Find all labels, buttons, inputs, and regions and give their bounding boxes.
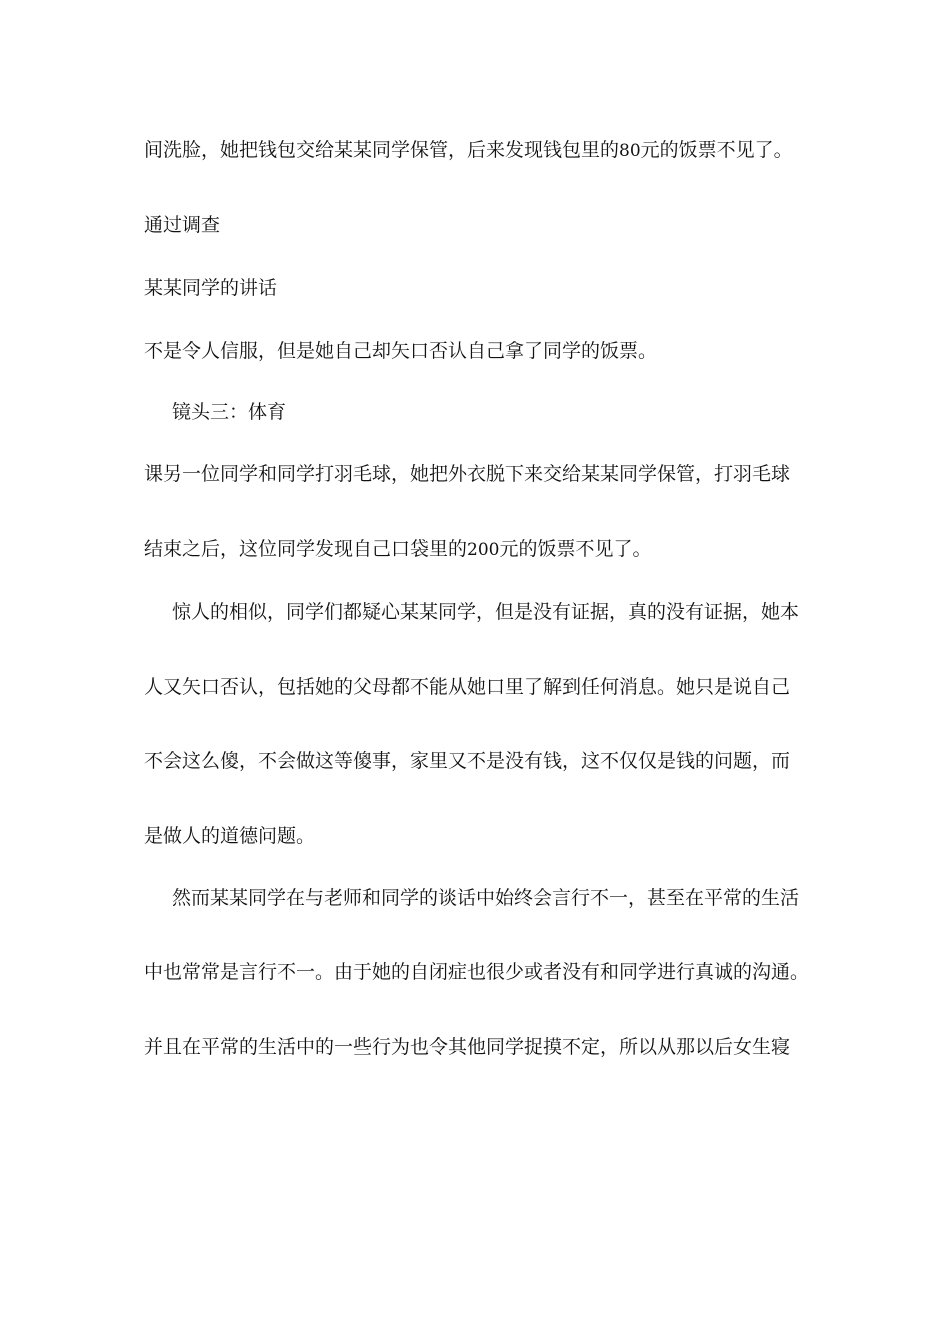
scene-heading: 镜头三：体育 [172,401,287,423]
paragraph-line-6: 课另一位同学和同学打羽毛球，她把外衣脱下来交给某某同学保管，打羽毛球 [144,463,791,485]
paragraph-line-1 [144,137,844,164]
line-1-amount: 80 [619,141,641,161]
paragraph-line-3: 某某同学的讲话 [144,277,278,299]
line-1-text-a: 间洗脸，她把钱包交给某某同学保管，后来发现钱包里的 [144,139,620,161]
paragraph-line-7 [144,536,844,563]
line-7-text-b: 元的饭票不见了。 [499,538,652,560]
line-1-text-b: 元的饭票不见了。 [640,139,793,161]
paragraph-line-14: 并且在平常的生活中的一些行为也令其他同学捉摸不定，所以从那以后女生寝 [144,1036,791,1058]
line-7-amount: 200 [467,540,500,560]
paragraph-line-11: 是做人的道德问题。 [144,825,316,847]
line-7-text-a: 结束之后，这位同学发现自己口袋里的 [144,538,468,560]
paragraph-line-13: 中也常常是言行不一。由于她的自闭症也很少或者没有和同学进行真诚的沟通。 [144,961,810,983]
paragraph-line-12: 然而某某同学在与老师和同学的谈话中始终会言行不一，甚至在平常的生活 [172,887,800,909]
paragraph-line-2: 通过调查 [144,214,221,236]
paragraph-line-10: 不会这么傻，不会做这等傻事，家里又不是没有钱，这不仅仅是钱的问题，而 [144,750,791,772]
paragraph-line-4: 不是令人信服，但是她自己却矢口否认自己拿了同学的饭票。 [144,340,658,362]
paragraph-line-9: 人又矢口否认，包括她的父母都不能从她口里了解到任何消息。她只是说自己 [144,676,791,698]
paragraph-line-8: 惊人的相似，同学们都疑心某某同学，但是没有证据，真的没有证据，她本 [172,601,800,623]
